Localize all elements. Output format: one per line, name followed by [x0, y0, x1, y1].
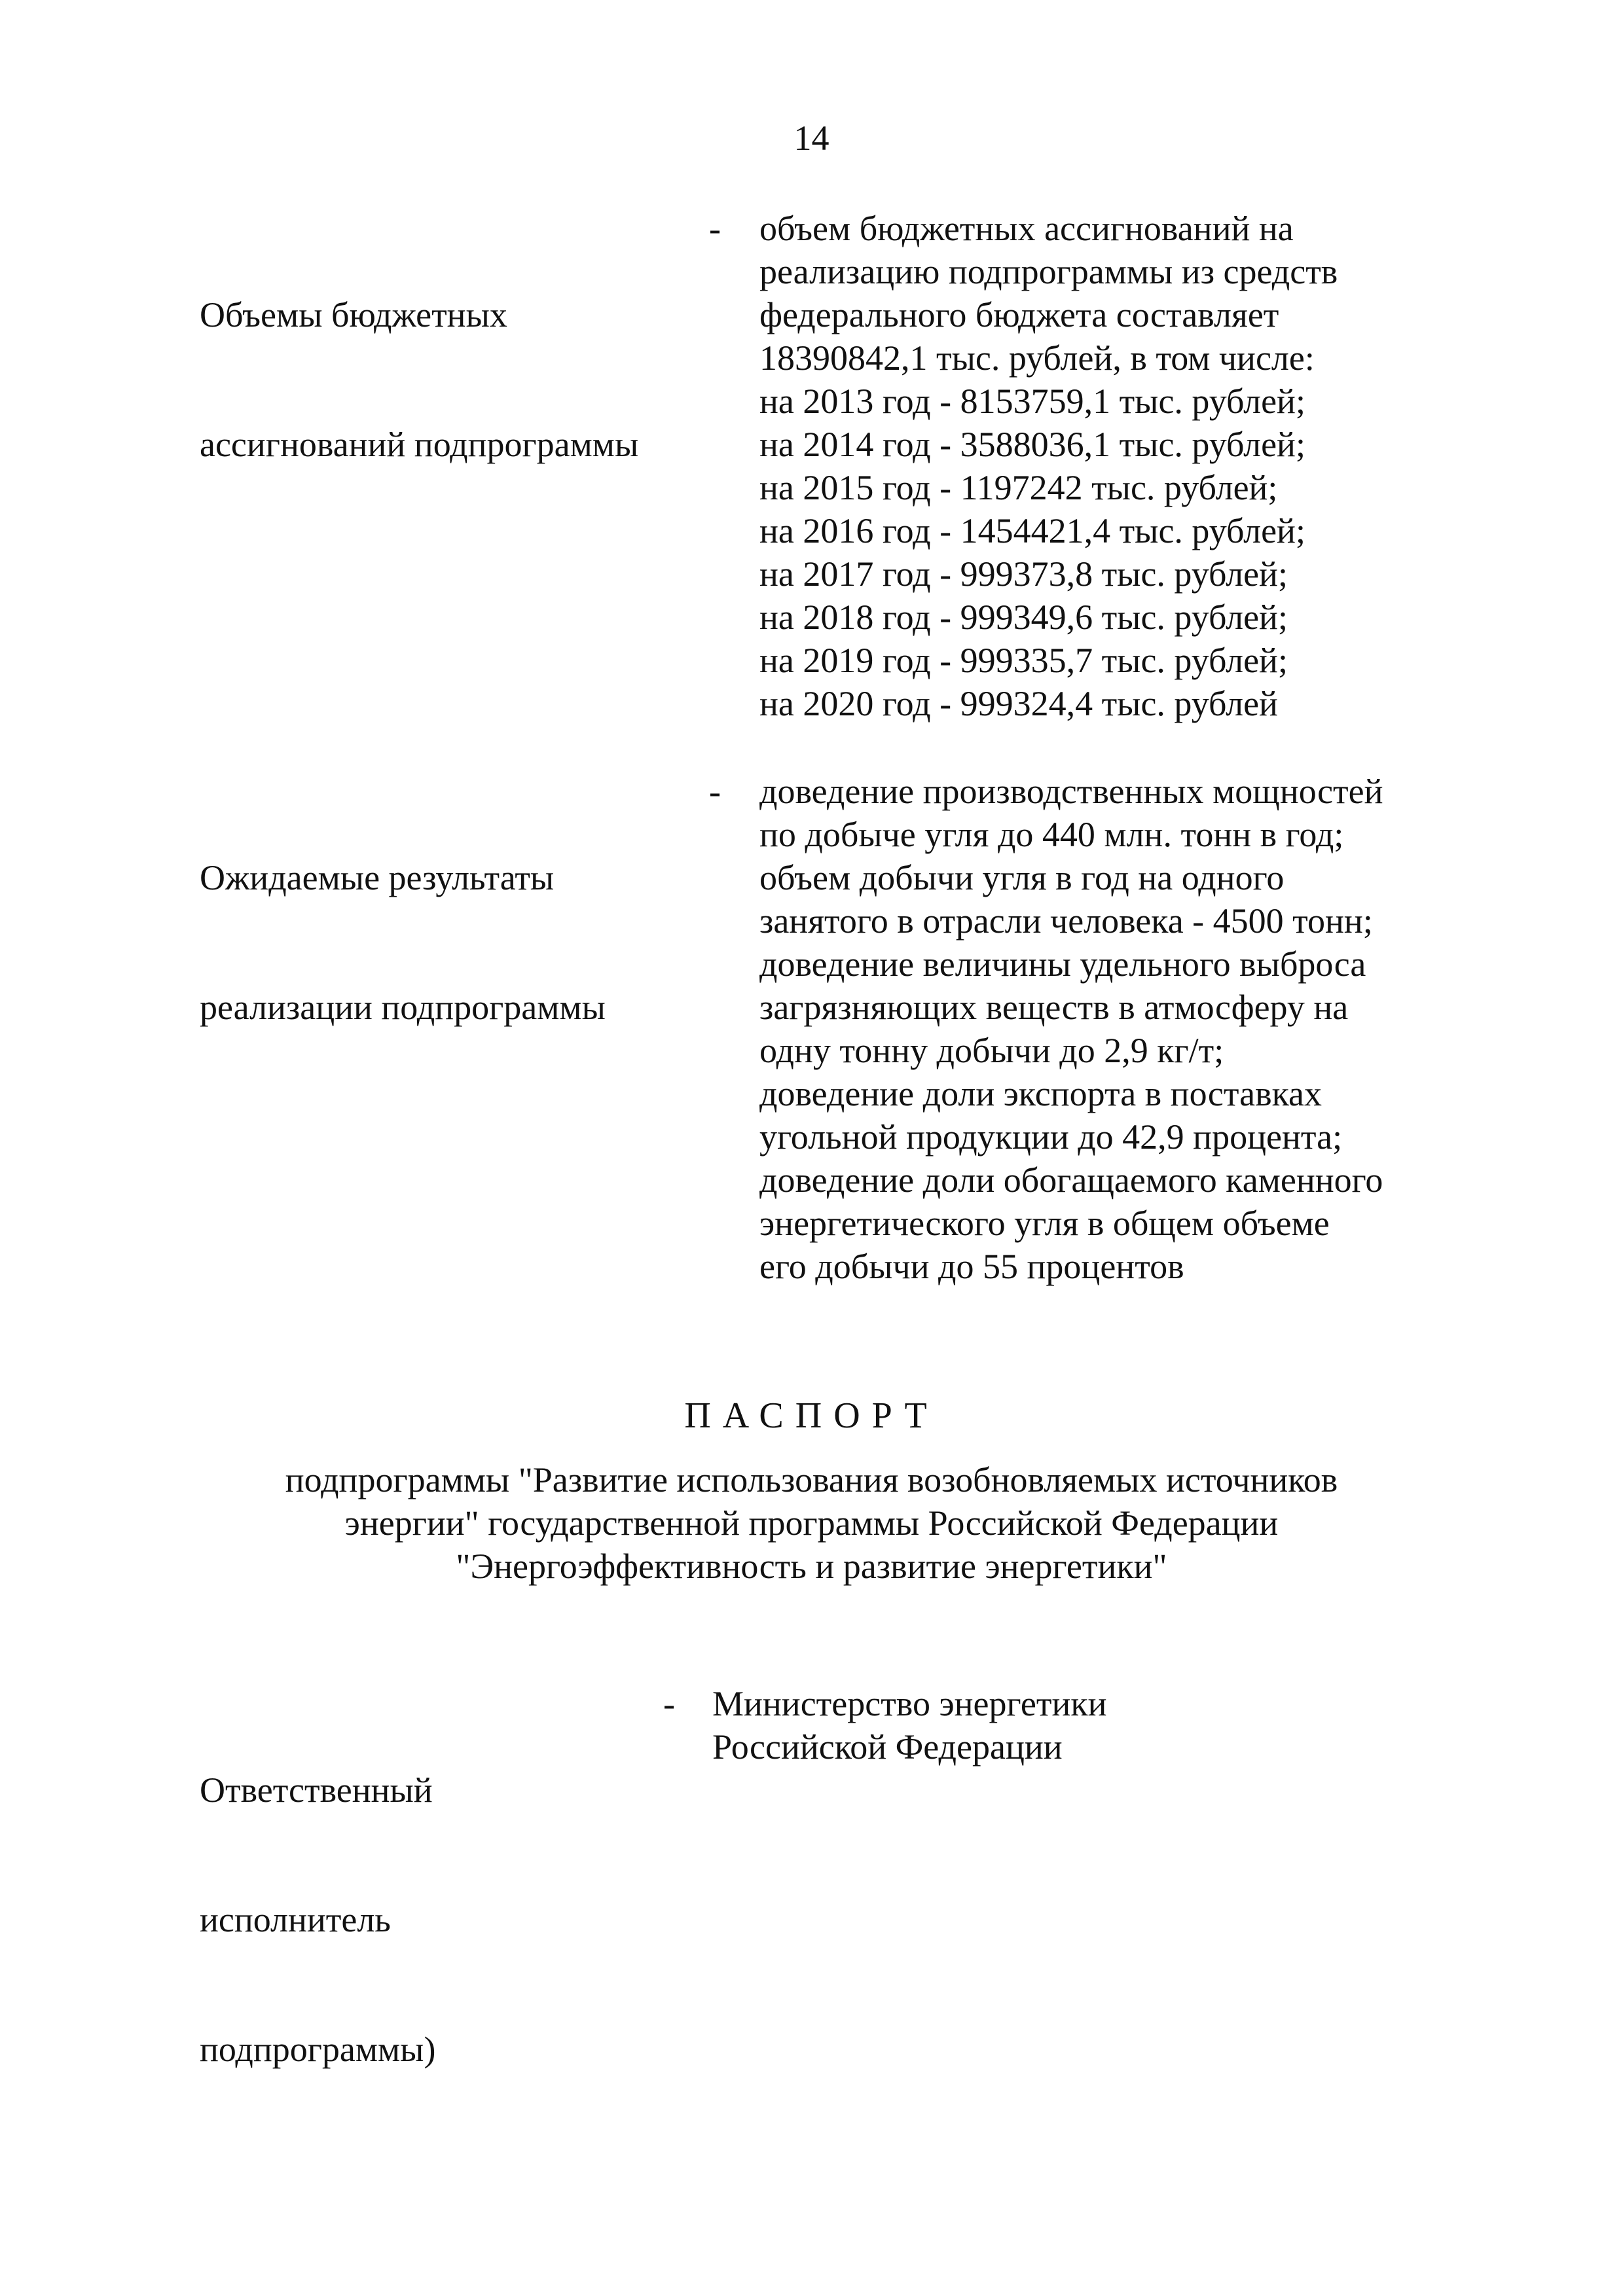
value-line: загрязняющих веществ в атмосферу на	[759, 988, 1349, 1027]
value-line: по добыче угля до 440 млн. тонн в год;	[759, 815, 1344, 854]
value-line: федерального бюджета составляет	[759, 295, 1279, 334]
passport-heading: ПАСПОРТ	[684, 1395, 939, 1436]
row-dash: -	[663, 1684, 675, 1723]
responsible-executor-row	[0, 1682, 1623, 2069]
subtitle-line: подпрограммы "Развитие использования возобновляемых источников	[285, 1460, 1338, 1499]
value-line: объем добычи угля в год на одного	[759, 858, 1285, 897]
value-line: доведение величины удельного выброса	[759, 944, 1366, 984]
value-line: на 2020 год - 999324,4 тыс. рублей	[759, 684, 1278, 723]
expected-results-row	[0, 770, 1623, 1306]
value-line: доведение доли обогащаемого каменного	[759, 1160, 1383, 1200]
expected-results-value	[759, 770, 1383, 1288]
value-line: объем бюджетных ассигнований на	[759, 209, 1294, 248]
value-line: Российской Федерации	[712, 1727, 1063, 1767]
value-line: на 2013 год - 8153759,1 тыс. рублей;	[759, 382, 1305, 421]
subtitle-line: энергии" государственной программы Российской Федерации	[344, 1503, 1279, 1543]
subtitle-line: "Энергоэффективность и развитие энергетики"	[456, 1547, 1167, 1586]
label-line: реализации подпрограммы	[200, 988, 606, 1027]
page-number: 14	[793, 118, 830, 158]
responsible-executor-value	[712, 1682, 1107, 1768]
row-dash: -	[709, 772, 721, 811]
value-line: занятого в отрасли человека - 4500 тонн;	[759, 901, 1373, 941]
value-line: на 2018 год - 999349,6 тыс. рублей;	[759, 598, 1288, 637]
expected-results-label	[200, 770, 606, 1115]
passport-subtitle	[0, 1458, 1623, 1588]
value-line: его добычи до 55 процентов	[759, 1247, 1184, 1286]
responsible-executor-label	[200, 1682, 435, 2157]
label-line: Ожидаемые результаты	[200, 858, 555, 897]
value-line: 18390842,1 тыс. рублей, в том числе:	[759, 338, 1315, 378]
value-line: доведение доли экспорта в поставках	[759, 1074, 1322, 1113]
value-line: угольной продукции до 42,9 процента;	[759, 1117, 1343, 1157]
budget-allocations-value	[759, 207, 1338, 725]
label-line: подпрограммы)	[200, 2030, 436, 2069]
label-line: исполнитель	[200, 1900, 391, 1939]
label-line: ассигнований подпрограммы	[200, 425, 639, 464]
value-line: на 2016 год - 1454421,4 тыс. рублей;	[759, 511, 1305, 550]
value-line: на 2019 год - 999335,7 тыс. рублей;	[759, 641, 1288, 680]
budget-allocations-label	[200, 207, 638, 552]
value-line: реализацию подпрограммы из средств	[759, 252, 1338, 291]
value-line: Министерство энергетики	[712, 1684, 1107, 1723]
label-line: Ответственный	[200, 1770, 433, 1810]
value-line: на 2014 год - 3588036,1 тыс. рублей;	[759, 425, 1305, 464]
budget-allocations-row	[0, 207, 1623, 744]
value-line: доведение производственных мощностей	[759, 772, 1383, 811]
value-line: на 2017 год - 999373,8 тыс. рублей;	[759, 554, 1288, 594]
value-line: одну тонну добычи до 2,9 кг/т;	[759, 1031, 1224, 1070]
value-line: на 2015 год - 1197242 тыс. рублей;	[759, 468, 1278, 507]
row-dash: -	[709, 209, 721, 248]
value-line: энергетического угля в общем объеме	[759, 1204, 1330, 1243]
label-line: Объемы бюджетных	[200, 295, 507, 334]
